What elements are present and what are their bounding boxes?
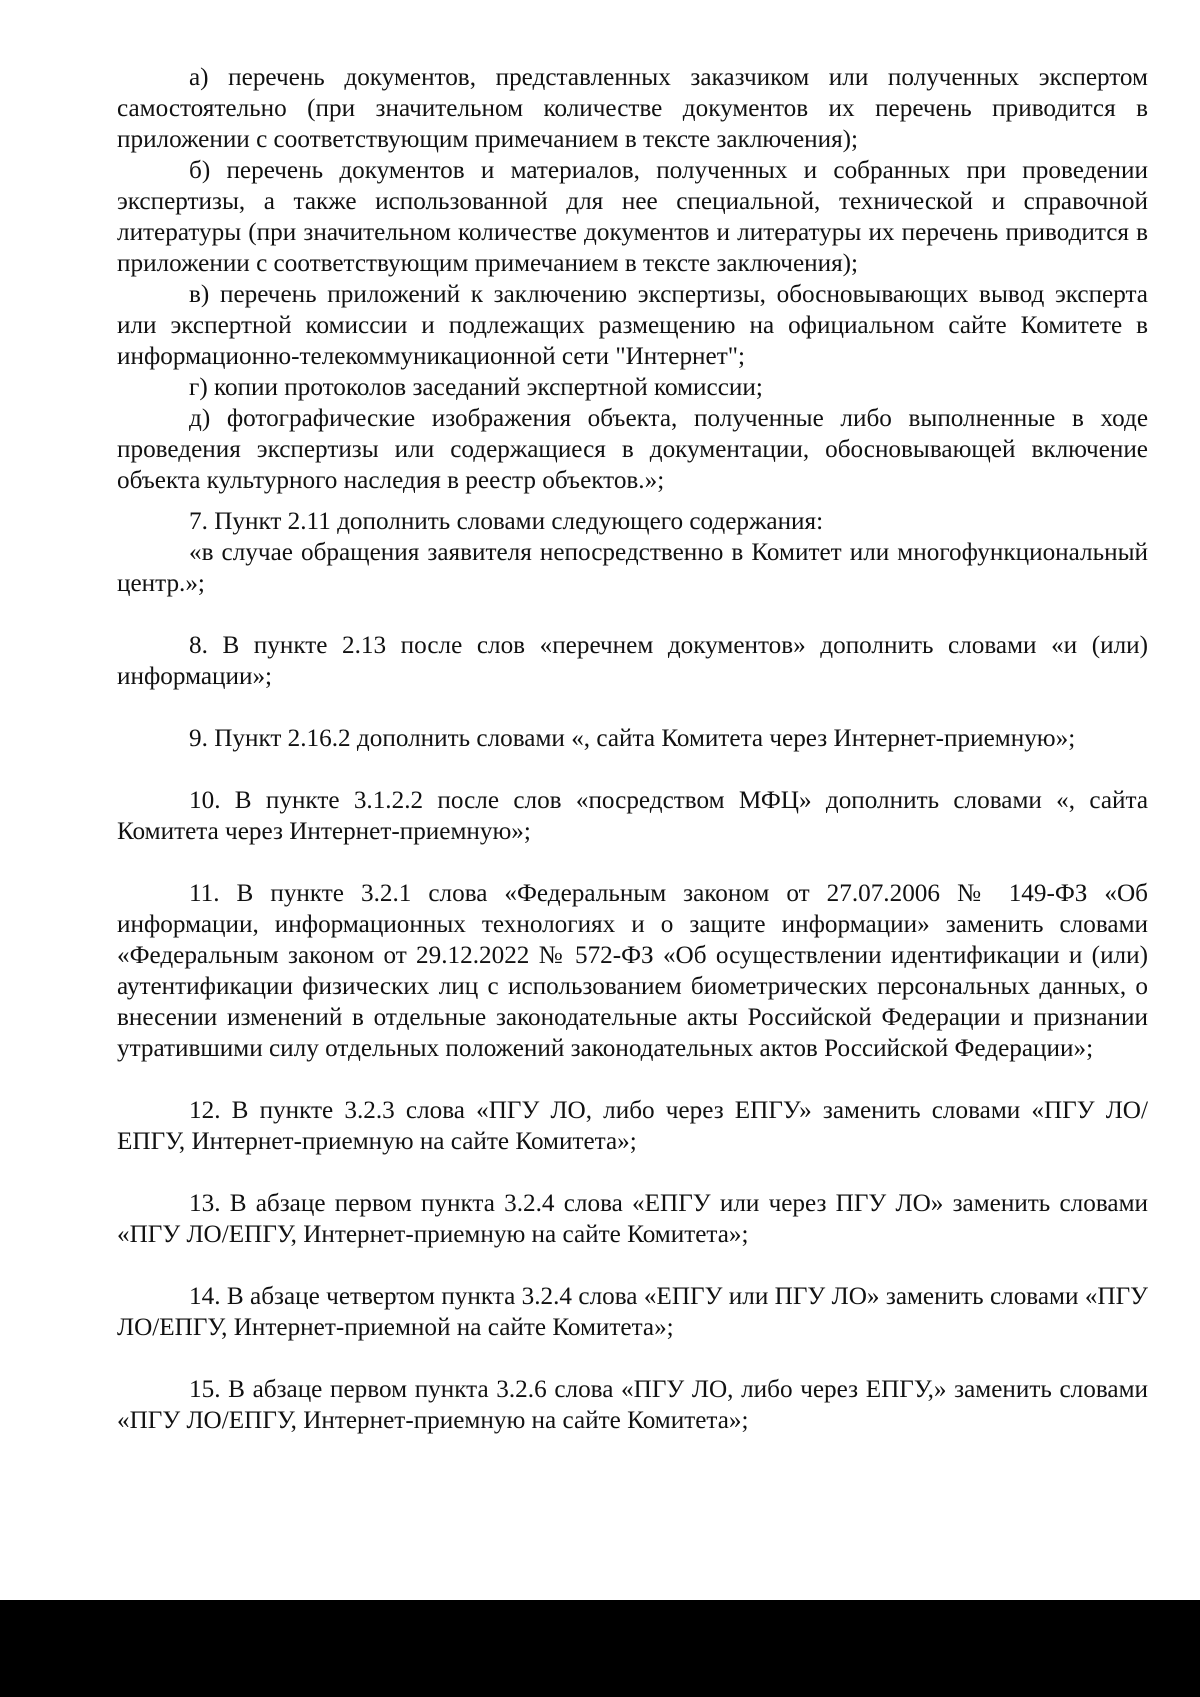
paragraph-a: а) перечень документов, представленных заказчиком или полученных экспертом самостоятельно (при значительном количестве документов их перечень приводится в приложении с соответствующим примечанием в тексте заключения); [117, 64, 1148, 153]
paragraph-v: в) перечень приложений к заключению экспертизы, обосновывающих вывод эксперта или экспертной комиссии и подлежащих размещению на официальном сайте Комитете в информационно-телекоммуникационной сети "Интернет"; [117, 281, 1148, 370]
document-body [117, 62, 1148, 1436]
item-7-quote: «в случае обращения заявителя непосредственно в Комитет или многофункциональный центр.»; [117, 539, 1148, 597]
item-13: 13. В абзаце первом пункта 3.2.4 слова «ЕПГУ или через ПГУ ЛО» заменить словами «ПГУ ЛО/ЕПГУ, Интернет-приемную на сайте Комитета»; [117, 1190, 1148, 1248]
scan-bottom-border [0, 1600, 1200, 1697]
item-15: 15. В абзаце первом пункта 3.2.6 слова «ПГУ ЛО, либо через ЕПГУ,» заменить словами «ПГУ ЛО/ЕПГУ, Интернет-приемную на сайте Комитета»; [117, 1376, 1148, 1434]
item-12: 12. В пункте 3.2.3 слова «ПГУ ЛО, либо через ЕПГУ» заменить словами «ПГУ ЛО/ЕПГУ, Интернет-приемную на сайте Комитета»; [117, 1097, 1148, 1155]
item-10: 10. В пункте 3.1.2.2 после слов «посредством МФЦ» дополнить словами «, сайта Комитета через Интернет-приемную»; [117, 787, 1148, 845]
paragraph-b: б) перечень документов и материалов, полученных и собранных при проведении экспертизы, а также использованной для нее специальной, технической и справочной литературы (при значительном количестве документов и литературы их перечень приводится в приложении с соответствующим примечанием в тексте заключения); [117, 157, 1148, 277]
item-9: 9. Пункт 2.16.2 дополнить словами «, сайта Комитета через Интернет-приемную»; [189, 725, 1076, 752]
paragraph-d: д) фотографические изображения объекта, полученные либо выполненные в ходе проведения экспертизы или содержащиеся в документации, обосновывающей включение объекта культурного наследия в реестр объектов.»; [117, 405, 1148, 494]
item-8: 8. В пункте 2.13 после слов «перечнем документов» дополнить словами «и (или) информации»; [117, 632, 1148, 690]
item-11: 11. В пункте 3.2.1 слова «Федеральным законом от 27.07.2006 № 149-ФЗ «Об информации, информационных технологиях и о защите информации» заменить словами «Федеральным законом от 29.12.2022 № 572-ФЗ «Об осуществлении идентификации и (или) аутентификации физических лиц с использованием биометрических персональных данных, о внесении изменений в отдельные законодательные акты Российской Федерации и признании утратившими силу отдельных положений законодательных актов Российской Федерации»; [117, 880, 1148, 1062]
item-7: 7. Пункт 2.11 дополнить словами следующего содержания: [189, 508, 824, 535]
paragraph-g: г) копии протоколов заседаний экспертной комиссии; [189, 374, 763, 401]
item-14: 14. В абзаце четвертом пункта 3.2.4 слова «ЕПГУ или ПГУ ЛО» заменить словами «ПГУ ЛО/ЕПГУ, Интернет-приемной на сайте Комитета»; [117, 1283, 1148, 1341]
